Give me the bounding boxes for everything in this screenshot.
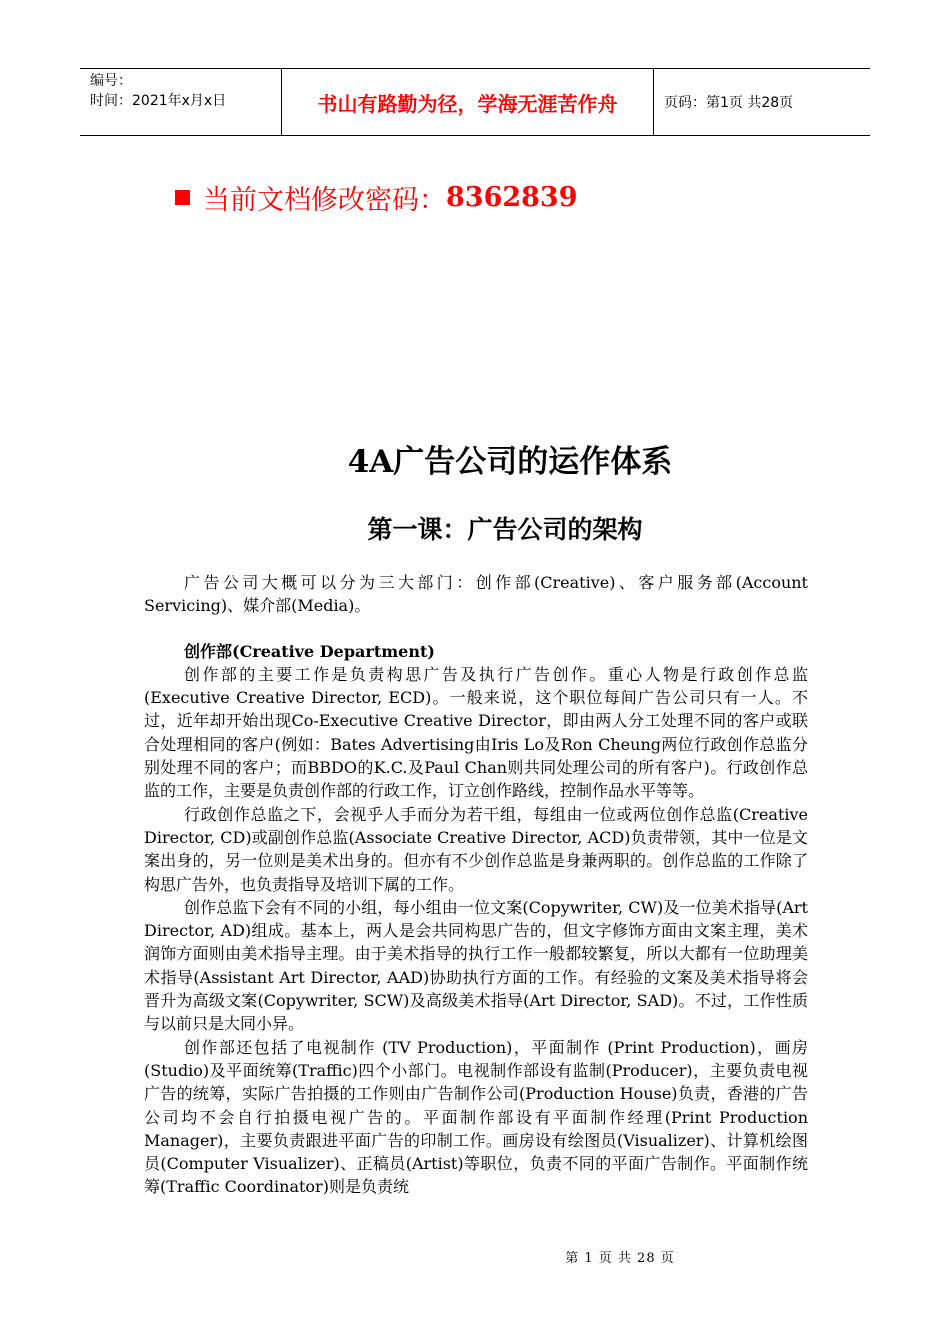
document-subtitle: 第一课：广告公司的架构: [367, 515, 643, 544]
body-paragraph: 创作总监下会有不同的小组，每小组由一位文案(Copywriter, CW)及一位美术指导(Art Director, AD)组成。基本上，两人是会共同构思广告的，但文字修饰方面由文案主理，美术润饰方面则由美术指导主理。由于美术指导的执行工作一般都较繁复，所以大都有一位助理美术指导(Assistant Art Director, AAD)协助执行方面的工作。有经验的文案及美术指导将会晋升为高级文案(Copywriter, SCW)及高级美术指导(Art Director, SAD)。不过，工作性质与以前只是大同小异。: [144, 897, 808, 1034]
page-header: [80, 68, 870, 136]
body-paragraph: 行政创作总监之下，会视乎人手而分为若干组，每组由一位或两位创作总监(Creative Director, CD)或副创作总监(Associate Creative Director, ACD)负责带领，其中一位是文案出身的，另一位则是美术出身的。但亦有不少创作总监是身兼两职的。创作总监的工作除了构思广告外，也负责指导及培训下属的工作。: [144, 804, 808, 894]
body-paragraph: 创作部的主要工作是负责构思广告及执行广告创作。重心人物是行政创作总监(Executive Creative Director, ECD)。一般来说，这个职位每间广告公司只有一人。不过，近年却开始出现Co-Executive Creative Director，即由两人分工处理不同的客户或联合处理相同的客户(例如：Bates Advertising由Iris Lo及Ron Cheung两位行政创作总监分别处理不同的客户；而BBDO的K.C.及Paul Chan则共同处理公司的所有客户)。行政创作总监的工作，主要是负责创作部的行政工作，订立创作路线，控制作品水平等等。: [144, 664, 808, 801]
square-bullet-icon: [175, 190, 190, 205]
header-motto: 书山有路勤为径，学海无涯苦作舟: [282, 69, 654, 135]
password-code: 8362839: [446, 182, 578, 213]
document-body: [144, 571, 808, 1199]
header-page-info: 页码：第1页 共28页: [664, 95, 794, 111]
password-label: 当前文档修改密码：: [203, 185, 446, 216]
document-date: 时间：2021年x月x日: [90, 93, 227, 109]
document-title: 4A广告公司的运作体系: [347, 444, 673, 480]
password-notice: [175, 178, 578, 217]
section-heading: 创作部(Creative Department): [184, 641, 435, 661]
document-number-label: 编号：: [90, 73, 132, 89]
body-paragraph: 创作部还包括了电视制作 (TV Production)，平面制作 (Print Production)，画房(Studio)及平面统筹(Traffic)四个小部门。电视制作部设有监制(Producer)，主要负责电视广告的统筹，实际广告拍摄的工作则由广告制作公司(Production House)负责，香港的广告公司均不会自行拍摄电视广告的。平面制作部设有平面制作经理(Print Production Manager)，主要负责跟进平面广告的印制工作。画房设有绘图员(Visualizer)、计算机绘图员(Computer Visualizer)、正稿员(Artist)等职位，负责不同的平面广告制作。平面制作统筹(Traffic Coordinator)则是负责统: [144, 1037, 808, 1197]
page-footer: 第 1 页 共 28 页: [565, 1251, 675, 1266]
header-meta-cell: [80, 69, 282, 135]
intro-paragraph: 广告公司大概可以分为三大部门：创作部(Creative)、客户服务部(Account Servicing)、媒介部(Media)。: [144, 573, 808, 616]
